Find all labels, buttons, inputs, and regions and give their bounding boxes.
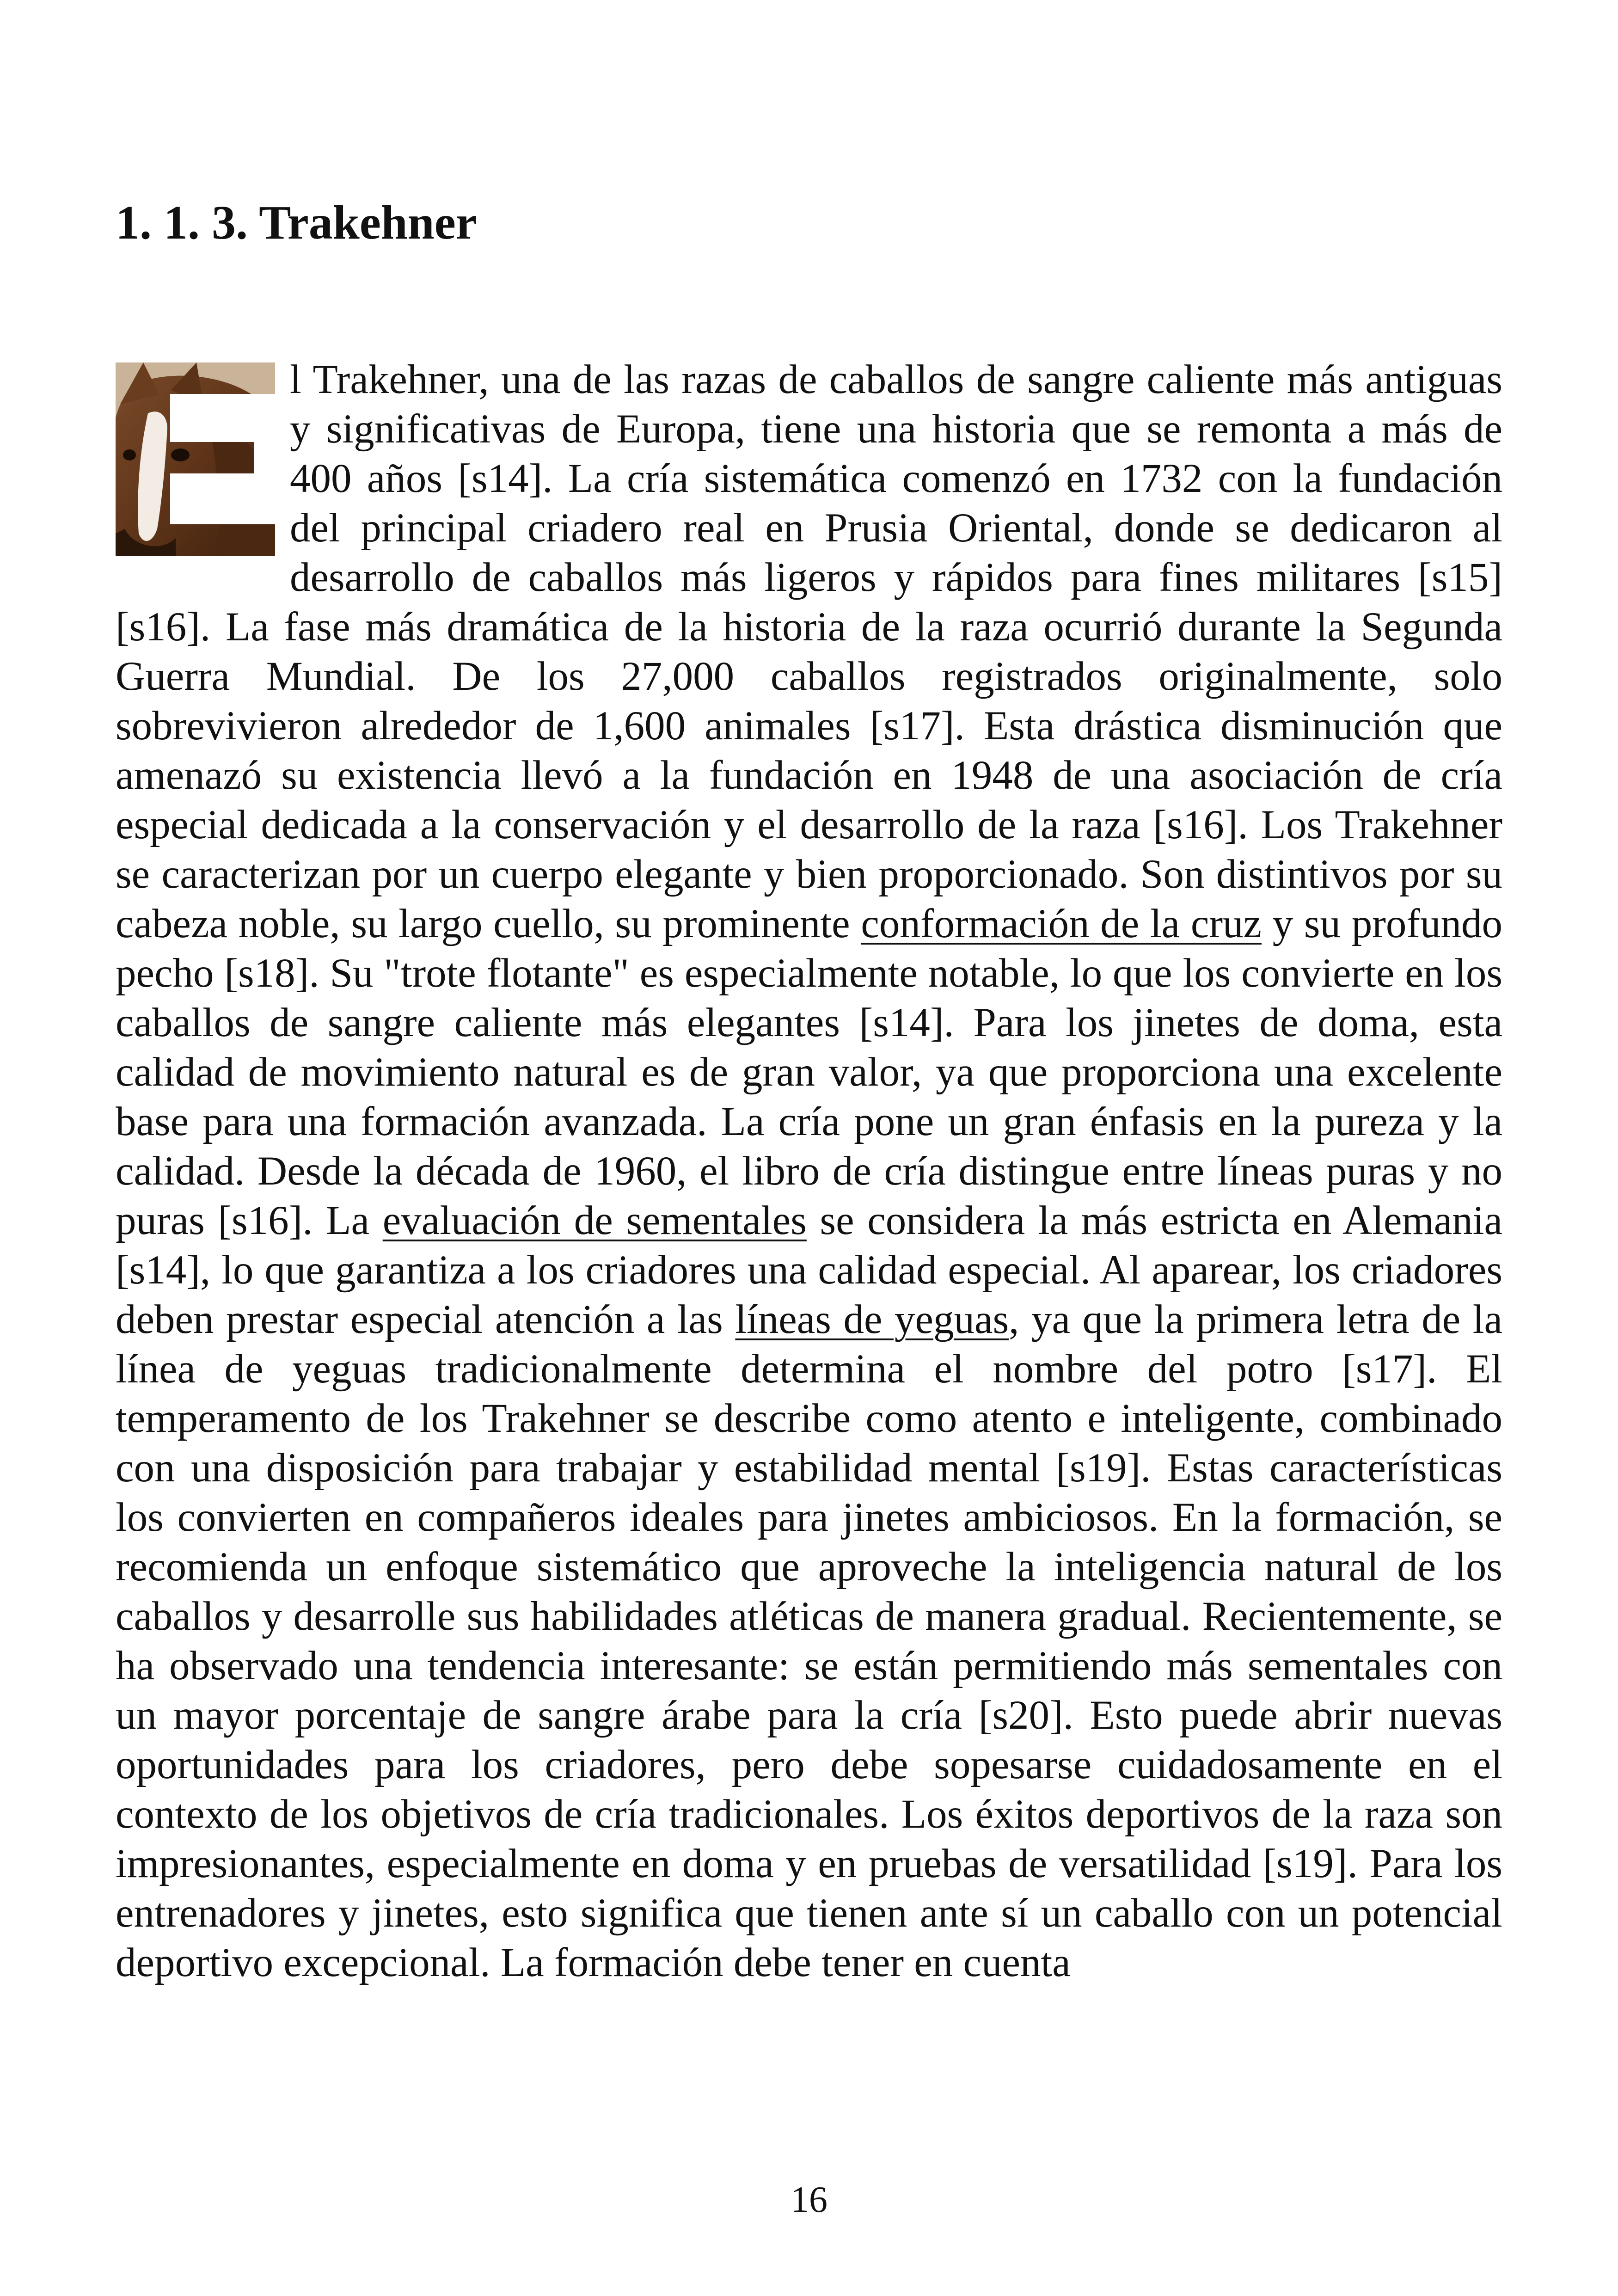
- horse-head-letter-e-icon: [116, 362, 275, 556]
- paragraph-run: l Trakehner, una de las razas de caballos de sangre caliente más antiguas y significativas de Europa, tiene una historia que se remonta a más de 400 años [s14]. La cría sistemática comenzó en 1732 con la fundación del principal criadero real en Prusia Oriental, donde se dedicaron al desarrollo de caballos más ligeros y rápidos para fines militares [s15] [s16]. La fase más dramática de la historia de la raza ocurrió durante la Segunda Guerra Mundial. De los 27,000 caballos registrados originalmente, solo sobrevivieron alrededor de 1,600 animales [s17]. Esta drástica disminución que amenazó su existencia llevó a la fundación en 1948 de una asociación de cría especial dedicada a la conservación y el desarrollo de la raza [s16]. Los Trakehner se caracterizan por un cuerpo elegante y bien proporcionado. Son distintivos por su cabeza noble, su largo cuello, su prominente: [116, 357, 1502, 946]
- paragraph-run: y su profundo pecho [s18]. Su "trote flotante" es especialmente notable, lo que los convierte en los caballos de sangre caliente más elegantes [s14]. Para los jinetes de doma, esta calidad de movimiento natural es de gran valor, ya que proporciona una excelente base para una formación avanzada. La cría pone un gran énfasis en la pureza y la calidad. Desde la década de 1960, el libro de cría distingue entre líneas puras y no puras [s16]. La: [116, 901, 1502, 1243]
- section-heading: 1. 1. 3. Trakehner: [116, 196, 477, 249]
- body-paragraph: [116, 355, 1502, 1988]
- link-lineas-de-yeguas[interactable]: líneas de yeguas: [735, 1297, 1009, 1342]
- page-number: 16: [791, 2179, 827, 2220]
- link-evaluacion-de-sementales[interactable]: evaluación de sementales: [382, 1198, 807, 1243]
- paragraph-run: , ya que la primera letra de la línea de yeguas tradicionalmente determina el nombre del potro [s17]. El temperamento de los Trakehner se describe como atento e inteligente, combinado con una disposición para trabajar y estabilidad mental [s19]. Estas características los convierten en compañeros ideales para jinetes ambiciosos. En la formación, se recomienda un enfoque sistemático que aproveche la inteligencia natural de los caballos y desarrolle sus habilidades atléticas de manera gradual. Recientemente, se ha observado una tendencia interesante: se están permitiendo más sementales con un mayor porcentaje de sangre árabe para la cría [s20]. Esto puede abrir nuevas oportunidades para los criadores, pero debe sopesarse cuidadosamente en el contexto de los objetivos de cría tradicionales. Los éxitos deportivos de la raza son impresionantes, especialmente en doma y en pruebas de versatilidad [s19]. Para los entrenadores y jinetes, esto significa que tienen ante sí un caballo con un potencial deportivo excepcional. La formación debe tener en cuenta: [116, 1297, 1502, 1985]
- paragraph-run: se considera la más estricta en Alemania [s14], lo que garantiza a los criadores una calidad especial. Al aparear, los criadores deben prestar especial atención a las: [116, 1198, 1502, 1342]
- link-conformacion-de-la-cruz[interactable]: conformación de la cruz: [861, 901, 1262, 946]
